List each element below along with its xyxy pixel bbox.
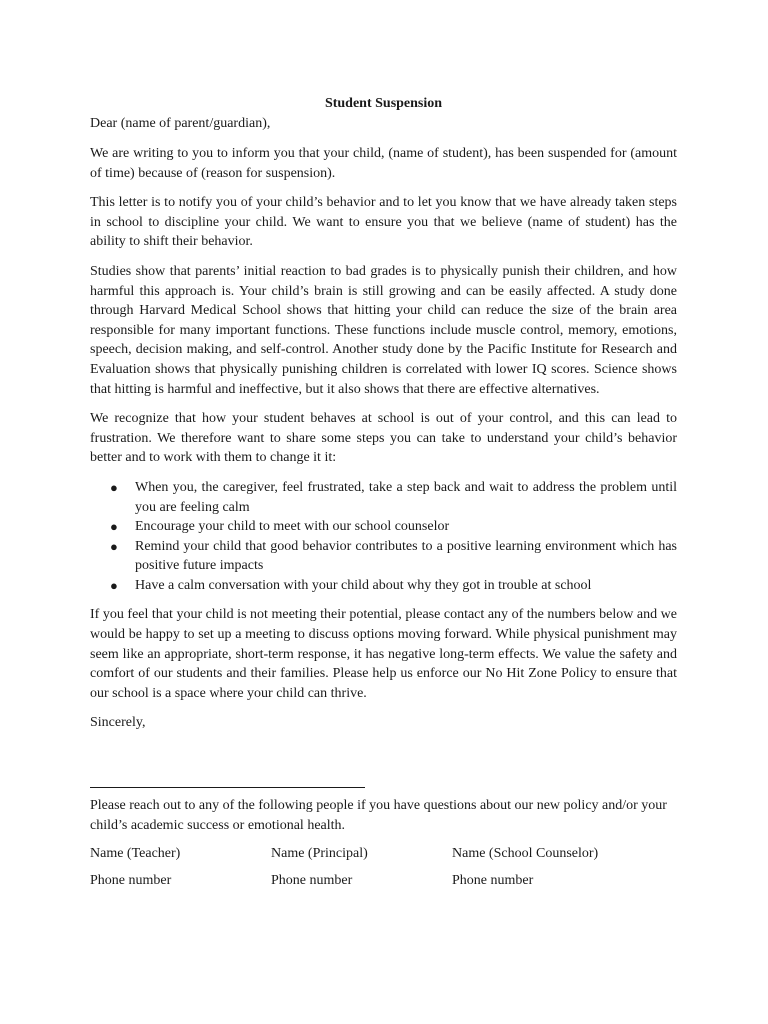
bullet-icon: ● xyxy=(110,519,118,535)
list-item-text: Encourage your child to meet with our school counselor xyxy=(135,519,450,535)
bullet-icon: ● xyxy=(110,479,118,495)
paragraph-steps-intro: We recognize that how your student behaves at school is out of your control, and this can lead to frustration. We therefore want to share some steps you can take to understand your child’s behavior better and to work with them to change it it: xyxy=(90,411,677,466)
paragraph-studies: Studies show that parents’ initial reaction to bad grades is to physically punish their children, and how harmful this approach is. Your child’s brain is still growing and can be easily affected. A study done through Harvard Medical School shows that hitting your child can reduce the size of the brain area responsible for many important functions. These functions include muscle control, memory, emotions, speech, decision making, and self-control. Another study done by the Pacific Institute for Research and Evaluation shows that physically punishing children is correlated with lower IQ scores. Science shows that hitting is harmful and ineffective, but it also shows that there are effective alternatives. xyxy=(90,263,677,397)
paragraph-closing: If you feel that your child is not meeting their potential, please contact any of the numbers below and we would be happy to set up a meeting to discuss options moving forward. While physical punishment may seem like an appropriate, short-term response, it has negative long-term effects. We value the safety and comfort of our students and their families. Please help us enforce our No Hit Zone Policy to ensure that our school is a space where your child can thrive. xyxy=(90,607,677,701)
paragraph-behavior: This letter is to notify you of your child’s behavior and to let you know that we have already taken steps in school to discipline your child. We want to ensure you that we believe (name of student) has the ability to shift their behavior. xyxy=(90,195,677,250)
contact-phone-counselor: Phone number xyxy=(452,872,534,888)
contact-name-principal: Name (Principal) xyxy=(271,845,368,861)
list-item xyxy=(90,576,677,596)
salutation: Dear (name of parent/guardian), xyxy=(90,116,271,131)
contact-names-row xyxy=(90,844,677,864)
contact-phones-row xyxy=(90,871,677,891)
list-item-text: Have a calm conversation with your child about why they got in trouble at school xyxy=(135,577,592,593)
contact-name-counselor: Name (School Counselor) xyxy=(452,845,599,861)
contact-phone-teacher: Phone number xyxy=(90,872,172,888)
list-item xyxy=(90,517,677,537)
letter-title: Student Suspension xyxy=(324,96,443,111)
bullet-icon: ● xyxy=(110,577,118,593)
signature-line xyxy=(90,787,365,788)
paragraph-notice: We are writing to you to inform you that your child, (name of student), has been suspended for (amount of time) because of (reason for suspension). xyxy=(90,146,677,181)
signoff: Sincerely, xyxy=(90,715,146,731)
list-item xyxy=(90,478,677,517)
list-item-text: When you, the caregiver, feel frustrated, take a step back and wait to address the problem until you are feeling calm xyxy=(135,479,677,515)
contact-note: Please reach out to any of the following people if you have questions about our new policy and/or your child’s academic success or emotional health. xyxy=(90,798,667,834)
letter-page xyxy=(90,94,677,898)
contact-name-teacher: Name (Teacher) xyxy=(90,845,181,861)
list-item xyxy=(90,537,677,576)
list-item-text: Remind your child that good behavior contributes to a positive learning environment which has positive future impacts xyxy=(135,538,677,574)
steps-list xyxy=(90,478,677,596)
bullet-icon: ● xyxy=(110,538,118,554)
contact-phone-principal: Phone number xyxy=(271,872,353,888)
